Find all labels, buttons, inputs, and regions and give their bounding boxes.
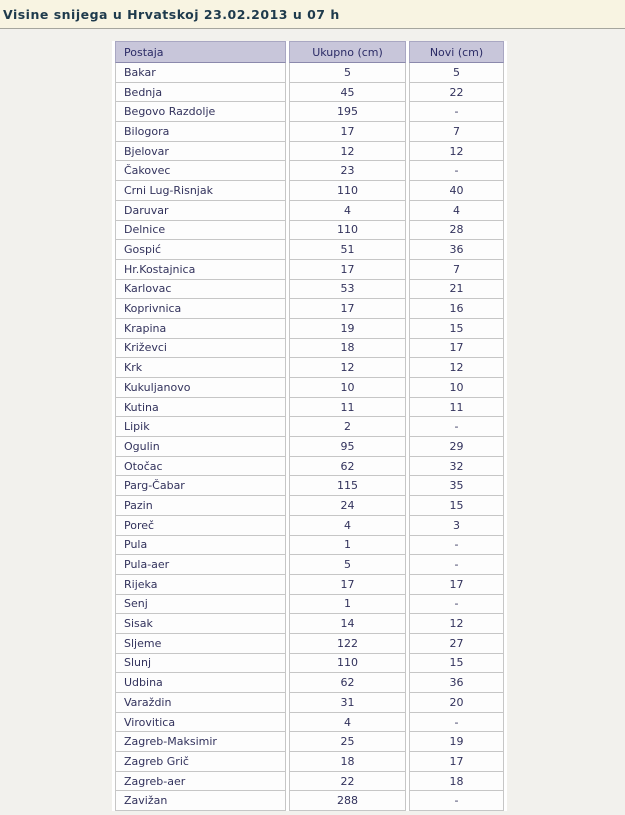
new-cell: 27 [409, 634, 504, 654]
new-cell: 32 [409, 457, 504, 477]
table-row [115, 83, 504, 103]
total-cell: 4 [289, 516, 406, 536]
total-cell: 115 [289, 476, 406, 496]
table-row [115, 142, 504, 162]
new-cell: 17 [409, 752, 504, 772]
total-cell: 53 [289, 280, 406, 300]
new-cell: 3 [409, 516, 504, 536]
table-row [115, 102, 504, 122]
new-cell: - [409, 555, 504, 575]
total-cell: 110 [289, 181, 406, 201]
table-row [115, 161, 504, 181]
table-row [115, 201, 504, 221]
table-row [115, 280, 504, 300]
new-cell: - [409, 102, 504, 122]
new-cell: 17 [409, 575, 504, 595]
station-cell: Zagreb-Maksimir [115, 732, 286, 752]
table-row [115, 437, 504, 457]
column-header-total: Ukupno (cm) [289, 41, 406, 63]
total-cell: 17 [289, 122, 406, 142]
station-cell: Zagreb Grič [115, 752, 286, 772]
station-cell: Krk [115, 358, 286, 378]
table-row [115, 339, 504, 359]
table-row [115, 63, 504, 83]
table-row [115, 713, 504, 733]
new-cell: - [409, 417, 504, 437]
new-cell: 16 [409, 299, 504, 319]
station-cell: Poreč [115, 516, 286, 536]
total-cell: 62 [289, 673, 406, 693]
station-cell: Zavižan [115, 791, 286, 811]
new-cell: 19 [409, 732, 504, 752]
station-cell: Pazin [115, 496, 286, 516]
total-cell: 12 [289, 358, 406, 378]
station-cell: Virovitica [115, 713, 286, 733]
new-cell: 28 [409, 221, 504, 241]
total-cell: 1 [289, 595, 406, 615]
page-header [0, 0, 625, 29]
total-cell: 288 [289, 791, 406, 811]
new-cell: - [409, 791, 504, 811]
station-cell: Ogulin [115, 437, 286, 457]
table-row [115, 516, 504, 536]
total-cell: 18 [289, 339, 406, 359]
table-row [115, 634, 504, 654]
table-row [115, 122, 504, 142]
total-cell: 19 [289, 319, 406, 339]
new-cell: - [409, 161, 504, 181]
total-cell: 4 [289, 201, 406, 221]
total-cell: 45 [289, 83, 406, 103]
new-cell: 22 [409, 83, 504, 103]
new-cell: 15 [409, 496, 504, 516]
total-cell: 14 [289, 614, 406, 634]
new-cell: - [409, 536, 504, 556]
station-cell: Čakovec [115, 161, 286, 181]
table-row [115, 476, 504, 496]
table-row [115, 536, 504, 556]
new-cell: 20 [409, 693, 504, 713]
station-cell: Varaždin [115, 693, 286, 713]
table-row [115, 595, 504, 615]
snow-table [112, 41, 507, 811]
table-row [115, 457, 504, 477]
total-cell: 110 [289, 221, 406, 241]
station-cell: Kutina [115, 398, 286, 418]
table-row [115, 221, 504, 241]
table-row [115, 378, 504, 398]
new-cell: - [409, 595, 504, 615]
new-cell: 36 [409, 673, 504, 693]
total-cell: 1 [289, 536, 406, 556]
table-row [115, 614, 504, 634]
station-cell: Karlovac [115, 280, 286, 300]
table-row [115, 693, 504, 713]
total-cell: 5 [289, 63, 406, 83]
new-cell: - [409, 713, 504, 733]
total-cell: 24 [289, 496, 406, 516]
station-cell: Parg-Čabar [115, 476, 286, 496]
station-cell: Pula [115, 536, 286, 556]
total-cell: 5 [289, 555, 406, 575]
column-header-station: Postaja [115, 41, 286, 63]
table-row [115, 496, 504, 516]
station-cell: Zagreb-aer [115, 772, 286, 792]
total-cell: 17 [289, 575, 406, 595]
table-header [115, 41, 504, 63]
station-cell: Pula-aer [115, 555, 286, 575]
new-cell: 40 [409, 181, 504, 201]
new-cell: 29 [409, 437, 504, 457]
station-cell: Bakar [115, 63, 286, 83]
total-cell: 62 [289, 457, 406, 477]
station-cell: Hr.Kostajnica [115, 260, 286, 280]
new-cell: 11 [409, 398, 504, 418]
table-row [115, 260, 504, 280]
table-row [115, 772, 504, 792]
station-cell: Sisak [115, 614, 286, 634]
header-row [115, 41, 504, 63]
station-cell: Daruvar [115, 201, 286, 221]
new-cell: 12 [409, 614, 504, 634]
table-row [115, 398, 504, 418]
table-row [115, 791, 504, 811]
station-cell: Kukuljanovo [115, 378, 286, 398]
new-cell: 15 [409, 654, 504, 674]
station-cell: Rijeka [115, 575, 286, 595]
total-cell: 4 [289, 713, 406, 733]
total-cell: 31 [289, 693, 406, 713]
total-cell: 17 [289, 260, 406, 280]
station-cell: Koprivnica [115, 299, 286, 319]
station-cell: Senj [115, 595, 286, 615]
new-cell: 21 [409, 280, 504, 300]
station-cell: Bjelovar [115, 142, 286, 162]
total-cell: 195 [289, 102, 406, 122]
content-area [112, 41, 625, 811]
station-cell: Crni Lug-Risnjak [115, 181, 286, 201]
station-cell: Begovo Razdolje [115, 102, 286, 122]
total-cell: 23 [289, 161, 406, 181]
total-cell: 2 [289, 417, 406, 437]
total-cell: 95 [289, 437, 406, 457]
station-cell: Sljeme [115, 634, 286, 654]
total-cell: 10 [289, 378, 406, 398]
new-cell: 7 [409, 260, 504, 280]
station-cell: Bednja [115, 83, 286, 103]
page-title: Visine snijega u Hrvatskoj 23.02.2013 u 07 h [3, 7, 340, 22]
station-cell: Lipik [115, 417, 286, 437]
total-cell: 12 [289, 142, 406, 162]
total-cell: 25 [289, 732, 406, 752]
total-cell: 122 [289, 634, 406, 654]
total-cell: 11 [289, 398, 406, 418]
new-cell: 5 [409, 63, 504, 83]
table-row [115, 752, 504, 772]
new-cell: 4 [409, 201, 504, 221]
table-row [115, 358, 504, 378]
new-cell: 7 [409, 122, 504, 142]
station-cell: Slunj [115, 654, 286, 674]
table-row [115, 654, 504, 674]
table-row [115, 732, 504, 752]
table-row [115, 319, 504, 339]
table-body [115, 63, 504, 811]
table-row [115, 673, 504, 693]
total-cell: 17 [289, 299, 406, 319]
table-row [115, 575, 504, 595]
new-cell: 12 [409, 358, 504, 378]
total-cell: 22 [289, 772, 406, 792]
column-header-new: Novi (cm) [409, 41, 504, 63]
new-cell: 17 [409, 339, 504, 359]
station-cell: Krapina [115, 319, 286, 339]
station-cell: Križevci [115, 339, 286, 359]
station-cell: Gospić [115, 240, 286, 260]
new-cell: 10 [409, 378, 504, 398]
total-cell: 51 [289, 240, 406, 260]
new-cell: 12 [409, 142, 504, 162]
total-cell: 18 [289, 752, 406, 772]
total-cell: 110 [289, 654, 406, 674]
table-row [115, 240, 504, 260]
table-row [115, 555, 504, 575]
station-cell: Bilogora [115, 122, 286, 142]
new-cell: 18 [409, 772, 504, 792]
table-row [115, 299, 504, 319]
new-cell: 35 [409, 476, 504, 496]
new-cell: 36 [409, 240, 504, 260]
new-cell: 15 [409, 319, 504, 339]
table-row [115, 417, 504, 437]
table-row [115, 181, 504, 201]
station-cell: Udbina [115, 673, 286, 693]
station-cell: Delnice [115, 221, 286, 241]
station-cell: Otočac [115, 457, 286, 477]
